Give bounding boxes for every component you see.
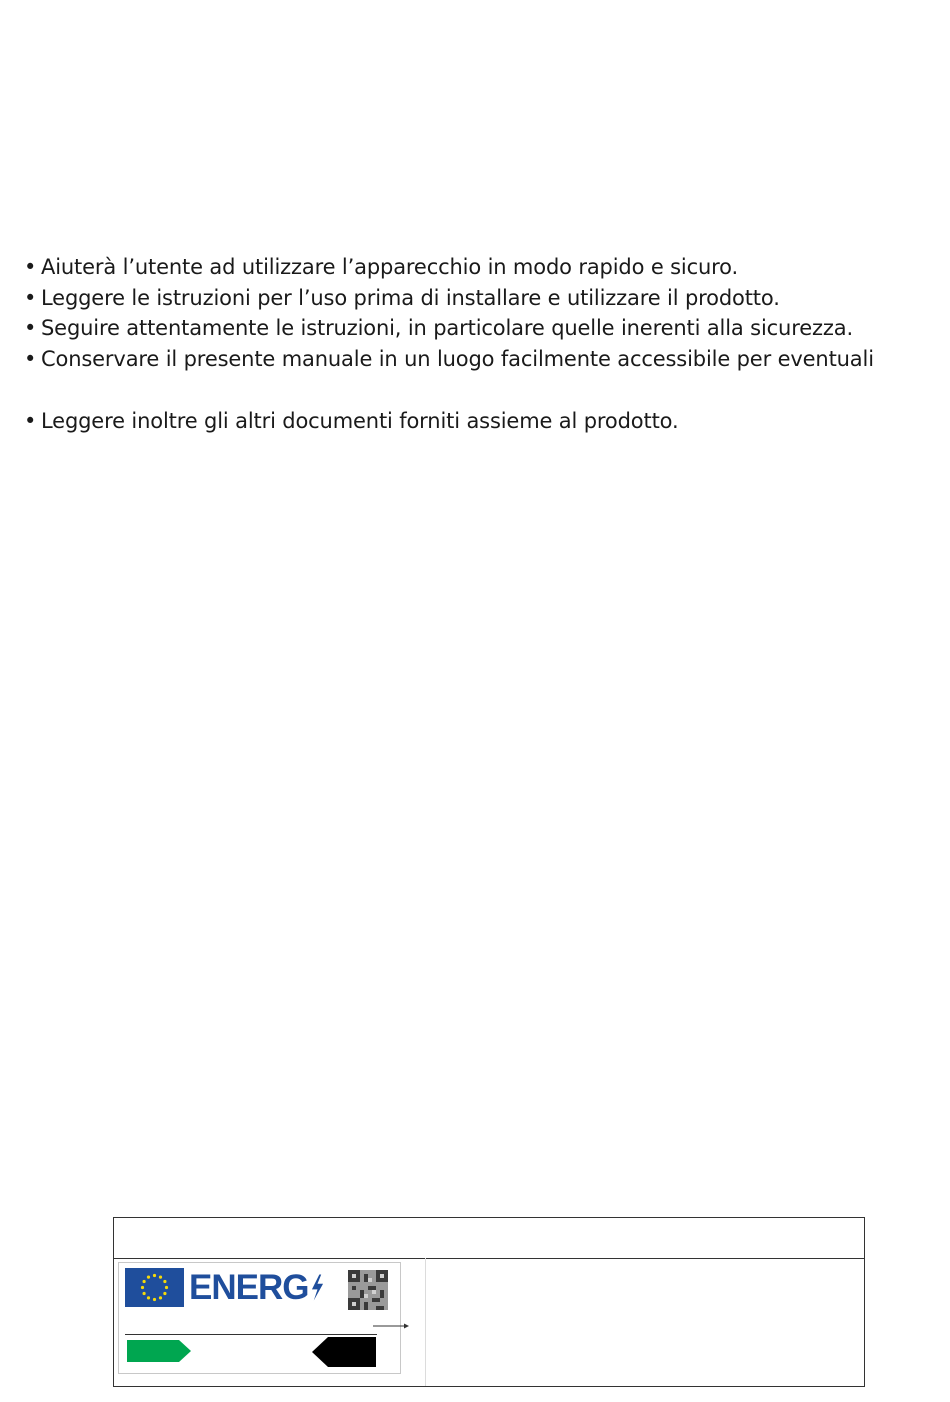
energy-label-cell xyxy=(114,1258,426,1386)
label-divider xyxy=(125,1334,377,1335)
bullet-icon: • xyxy=(24,316,37,341)
instruction-item xyxy=(24,313,950,344)
lightning-bolt-icon xyxy=(311,1274,324,1301)
pointer-arrow-icon xyxy=(373,1322,409,1330)
energy-info-cell xyxy=(425,1258,864,1386)
instruction-list xyxy=(24,252,950,437)
instruction-item xyxy=(24,406,950,437)
instruction-text: Leggere le istruzioni per l’uso prima di installare e utilizzare il prodotto. xyxy=(41,285,780,310)
energy-table-header xyxy=(114,1218,864,1259)
instruction-text: Conservare il presente manuale in un luogo facilmente accessibile per eventuali xyxy=(41,346,874,371)
energy-class-black-arrow xyxy=(312,1337,376,1367)
instruction-text: Aiuterà l’utente ad utilizzare l’apparecchio in modo rapido e sicuro. xyxy=(41,255,739,279)
qr-code-icon xyxy=(348,1270,388,1310)
instruction-item xyxy=(24,252,950,283)
energy-label-table xyxy=(113,1217,865,1387)
bullet-icon: • xyxy=(24,346,37,371)
instruction-item xyxy=(24,344,950,375)
eu-flag-icon xyxy=(125,1268,184,1307)
energy-logo-text: ENERG xyxy=(189,1268,324,1307)
bullet-icon: • xyxy=(24,285,37,310)
bullet-icon: • xyxy=(24,255,37,279)
energy-class-green-arrow xyxy=(127,1340,191,1362)
bullet-icon: • xyxy=(24,409,37,434)
instruction-text: Leggere inoltre gli altri documenti forniti assieme al prodotto. xyxy=(41,409,679,434)
instruction-text: Seguire attentamente le istruzioni, in particolare quelle inerenti alla sicurezza. xyxy=(41,316,853,341)
instruction-item xyxy=(24,283,950,314)
energy-label xyxy=(118,1262,401,1374)
